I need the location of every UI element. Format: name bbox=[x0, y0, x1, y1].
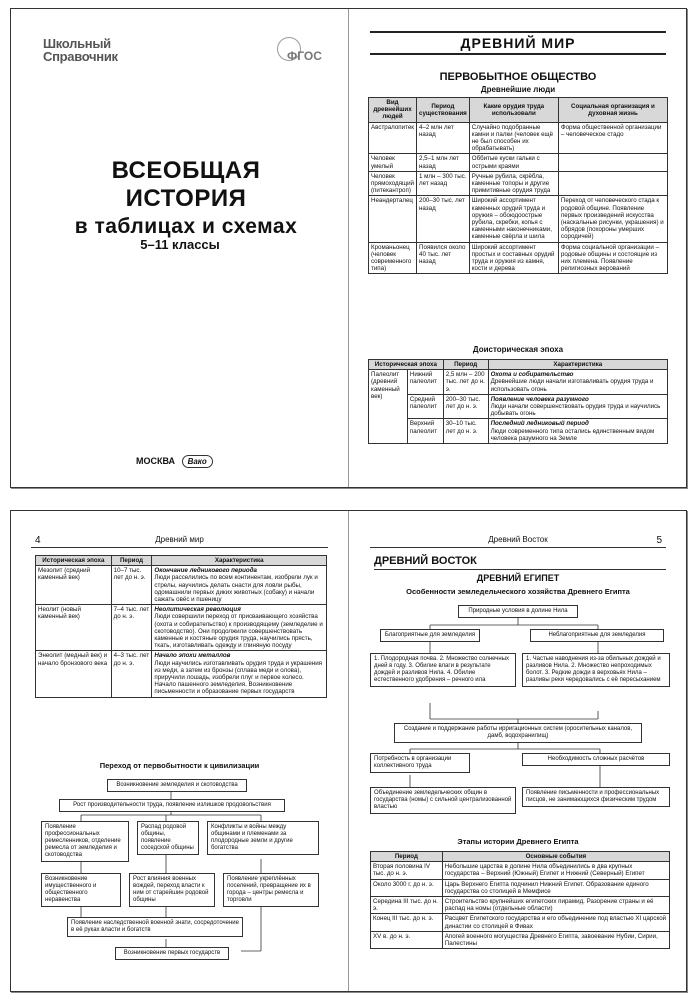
table-row bbox=[369, 419, 668, 444]
epoch-table bbox=[368, 359, 668, 444]
cell-title: Охота и собирательство bbox=[490, 371, 574, 379]
header-rule-2 bbox=[374, 569, 666, 570]
table-cell: Расцвет Египетского государства и его объединение под властью XI царской династии со столицей в Фивах bbox=[442, 914, 669, 931]
epoch-table-cont bbox=[35, 555, 327, 698]
table-cell: 1 млн – 300 тыс. лет назад bbox=[417, 171, 470, 196]
table-cell: Строительство крупнейших египетских пирамид. Разорение страны и её распад на номы (отдельные области) bbox=[442, 897, 669, 914]
section-title: ДРЕВНИЙ ЕГИПЕТ bbox=[476, 573, 560, 583]
table-row bbox=[36, 566, 327, 605]
cell-text: Люди расселились по всем континентам, изобрели лук и стрелы, научились делать снасти для ловли рыбы, одомашнили первых диких животных (собаку) и начали сажать овёс и пшеницу bbox=[154, 574, 318, 604]
box-states: Возникновение первых государств bbox=[115, 947, 229, 960]
table-cell: Неолит (новый каменный век) bbox=[36, 605, 112, 651]
content-spread bbox=[10, 510, 687, 992]
table-cell bbox=[558, 171, 667, 196]
title-page bbox=[11, 9, 349, 487]
cell-text: Люди начали совершенствовать орудия труда и научились добывать огонь bbox=[490, 403, 661, 418]
table-cell: 10–7 тыс. лет до н. э. bbox=[111, 566, 152, 605]
fgos-label: ФГОС bbox=[287, 49, 322, 63]
table-cell: Человек умелый bbox=[369, 154, 417, 171]
cover-spread bbox=[10, 8, 687, 488]
title-line2: в таблицах и схемах bbox=[74, 215, 298, 238]
epoch-group-cell: Палеолит (древний каменный век) bbox=[369, 370, 408, 444]
table-row bbox=[369, 394, 668, 419]
table-cell: Ручные рубила, скрёбла, каменные топоры и другие примитивные орудия труда bbox=[469, 171, 558, 196]
page-number: 5 bbox=[656, 535, 662, 546]
table-row bbox=[371, 879, 670, 896]
running-head: Древний мир bbox=[155, 535, 204, 544]
table-cell: Форма общественной организации – человеческое стадо bbox=[558, 122, 667, 154]
table-row bbox=[36, 605, 327, 651]
page-number: 4 bbox=[35, 535, 41, 546]
table-row bbox=[36, 651, 327, 697]
table-cell: 2,5 млн – 200 тыс. лет до н. э. bbox=[443, 370, 488, 395]
publisher-logo: Вако bbox=[182, 455, 213, 468]
diagram-title: Переход от первобытности к цивилизации bbox=[99, 761, 260, 770]
col-header: Характеристика bbox=[152, 556, 327, 566]
table-cell: Середина III тыс. до н. э. bbox=[371, 897, 443, 914]
table-cell bbox=[152, 566, 327, 605]
cell-title: Неолитическая революция bbox=[154, 606, 241, 614]
table-row bbox=[369, 370, 668, 395]
box-calculations: Необходимость сложных расчётов bbox=[522, 753, 670, 766]
table-cell: Австралопитек bbox=[369, 122, 417, 154]
cell-title: Начало эпохи металлов bbox=[154, 652, 231, 660]
table-cell bbox=[152, 605, 327, 651]
table-cell: 4–3 тыс. лет до н. э. bbox=[111, 651, 152, 697]
table-cell: 200–30 тыс. лет назад bbox=[417, 196, 470, 242]
box-conflicts: Конфликты и войны между общинами и племенами за плодородные земли и другие богатства bbox=[207, 821, 319, 855]
box-collective-labor: Потребность в организации коллективного труда bbox=[370, 753, 470, 773]
header-rule bbox=[370, 547, 666, 548]
col-header: Какие орудия труда использовали bbox=[469, 98, 558, 123]
col-header: Социальная организация и духовная жизнь bbox=[558, 98, 667, 123]
cell-title: Последний ледниковый период bbox=[490, 420, 589, 428]
table-cell: Небольшие царства в долине Нила объединились в два крупных государства – Верхний (Южный) Египет и Нижний (Северный) Египет bbox=[442, 862, 669, 879]
col-header: Период bbox=[111, 556, 152, 566]
table-cell: Оббитые куски гальки с острыми краями bbox=[469, 154, 558, 171]
box-cities: Появление укреплённых поселений, превращение их в города – центры ремесла и торговли bbox=[223, 873, 319, 907]
publisher bbox=[136, 455, 213, 468]
box-chiefs: Рост влияния военных вождей, переход власти к ним от старейшин родовой общины bbox=[129, 873, 215, 907]
cell-title: Появление человека разумного bbox=[490, 395, 589, 403]
title-line1: ВСЕОБЩАЯ ИСТОРИЯ bbox=[111, 157, 261, 212]
col-header: Вид древнейших людей bbox=[369, 98, 417, 123]
table-cell: Мезолит (средний каменный век) bbox=[36, 566, 112, 605]
diagram-title: Особенности земледельческого хозяйства Древнего Египта bbox=[406, 587, 630, 596]
box-nobility: Появление наследственной военной знати, сосредоточение в её руках власти и богатств bbox=[67, 917, 243, 937]
table-cell: XV в. до н. э. bbox=[371, 931, 443, 948]
subsection-title: Древнейшие люди bbox=[480, 85, 556, 94]
table-cell: Появился около 40 тыс. лет назад bbox=[417, 242, 470, 274]
box-community: Распад родовой общины, появление соседской общины bbox=[137, 821, 199, 855]
cell-text: Люди современного типа остались единственным видом человека разумного на Земле bbox=[490, 427, 655, 442]
table-cell: 30–10 тыс. лет до н. э. bbox=[443, 419, 488, 444]
box-nomes: Объединение земледельческих общин в государства (номы) с сильной централизованной властью bbox=[370, 787, 516, 814]
table-row bbox=[369, 171, 668, 196]
table-cell: Апогей военного могущества Древнего Египта, завоевание Нубии, Сирии, Палестины bbox=[442, 931, 669, 948]
col-header: Период существования bbox=[417, 98, 470, 123]
stages-table bbox=[370, 851, 670, 949]
table-row bbox=[369, 242, 668, 274]
table-cell: Вторая половина IV тыс. до н. э. bbox=[371, 862, 443, 879]
table-cell: Нижний палеолит bbox=[407, 370, 443, 395]
page-4 bbox=[11, 511, 349, 991]
running-head: Древний Восток bbox=[488, 535, 548, 544]
box-favorable: Благоприятные для земледелия bbox=[380, 629, 480, 642]
table-cell: Широкий ассортимент каменных орудий труда и оружия – обоюдоострые рубила, скребки, копья с каменными наконечниками, каменные свёрла и шила bbox=[469, 196, 558, 242]
subsection-title-2: Доисторическая эпоха bbox=[472, 345, 564, 354]
page-header: ДРЕВНИЙ ВОСТОК bbox=[374, 555, 477, 567]
col-header: Историческая эпоха bbox=[36, 556, 112, 566]
box-scribes: Появление письменности и профессиональных писцов, не занимающихся физическим трудом bbox=[522, 787, 670, 807]
table-cell: Кроманьонец (человек современного типа) bbox=[369, 242, 417, 274]
table-cell: Переход от человеческого стада к родовой общине. Появление первых произведений искусства (наскальные рисунки, украшения) и обрядов (похороны умерших сородичей) bbox=[558, 196, 667, 242]
box-unfavorable: Неблагоприятные для земледелия bbox=[530, 629, 664, 642]
book-title bbox=[51, 157, 321, 241]
table-row bbox=[371, 931, 670, 948]
table-row bbox=[369, 196, 668, 242]
stages-title: Этапы истории Древнего Египта bbox=[457, 837, 579, 846]
box-irrigation: Создание и поддержание работы ирригационных систем (оросительных каналов, дамб, водохранилищ) bbox=[394, 723, 642, 743]
ancient-world-page bbox=[350, 9, 686, 487]
table-cell bbox=[488, 370, 667, 395]
table-cell: Около 3000 г. до н. э. bbox=[371, 879, 443, 896]
table-row bbox=[371, 897, 670, 914]
table-row bbox=[371, 914, 670, 931]
table-cell bbox=[558, 154, 667, 171]
table-cell: Царь Верхнего Египта подчинил Нижний Египет. Образование единого государства со столицей в Мемфисе bbox=[442, 879, 669, 896]
brand-line2: Справочник bbox=[43, 49, 118, 64]
box-inequality: Возникновение имущественного и общественного неравенства bbox=[41, 873, 121, 907]
people-table bbox=[368, 97, 668, 274]
col-header: Период bbox=[371, 852, 443, 862]
table-cell: 7–4 тыс. лет до н. э. bbox=[111, 605, 152, 651]
table-cell bbox=[488, 394, 667, 419]
table-cell bbox=[152, 651, 327, 697]
table-cell: Конец III тыс. до н. э. bbox=[371, 914, 443, 931]
table-cell: Широкий ассортимент простых и составных орудий труда и оружия из камня, кости и дерева bbox=[469, 242, 558, 274]
table-cell: Форма социальной организации – родовые общины и состоящие из них племена. Появление религиозных верований bbox=[558, 242, 667, 274]
box-craftsmen: Появление профессиональных ремесленников, отделение ремесла от земледелия и скотоводства bbox=[41, 821, 129, 862]
page-header: ДРЕВНИЙ МИР bbox=[370, 31, 666, 55]
col-header: Период bbox=[443, 360, 488, 370]
box-favorable-list: 1. Плодородная почва. 2. Множество солнечных дней в году. 3. Обилие влаги в результате дождей и разливов Нила. 4. Обилие естественного удобрения – речного ила bbox=[370, 653, 516, 687]
section-title: ПЕРВОБЫТНОЕ ОБЩЕСТВО bbox=[439, 71, 597, 83]
box-natural-conditions: Природные условия в долине Нила bbox=[458, 605, 578, 618]
col-header: Характеристика bbox=[488, 360, 667, 370]
table-row bbox=[369, 154, 668, 171]
series-logo bbox=[43, 37, 118, 63]
cell-text: Люди совершили переход от присваивающего хозяйства (охота и собирательство) к производящему (земледелие и скотоводство). Они продолжили совершенствовать каменные и костяные орудия труда, научились прясть, ткать, изготавливать одежду и глиняную посуду bbox=[154, 613, 323, 650]
brand-line1: Школьный bbox=[43, 36, 111, 51]
city: МОСКВА bbox=[136, 456, 176, 466]
box-unfavorable-list: 1. Частые наводнения из-за обильных дождей и разливов Нила. 2. Множество непроходимых болот. 3. Редкие дожди в верховьях Нила – разливы реки чередовались с её пересыханием bbox=[522, 653, 670, 687]
table-cell: Средний палеолит bbox=[407, 394, 443, 419]
table-cell bbox=[488, 419, 667, 444]
fgos-logo bbox=[277, 37, 322, 63]
box-agriculture: Возникновение земледелия и скотоводства bbox=[107, 779, 247, 792]
header-rule bbox=[31, 547, 328, 548]
grades-label: 5–11 классы bbox=[140, 237, 220, 252]
col-header: Основные события bbox=[442, 852, 669, 862]
table-cell: Неандерталец bbox=[369, 196, 417, 242]
box-productivity: Рост производительности труда, появление излишков продовольствия bbox=[59, 799, 285, 812]
col-header: Историческая эпоха bbox=[369, 360, 444, 370]
table-cell: Случайно подобранные камни и палки (человек ещё не был способен их обрабатывать) bbox=[469, 122, 558, 154]
table-cell: Верхний палеолит bbox=[407, 419, 443, 444]
cell-text: Древнейшие люди начали изготавливать орудия труда и использовать огонь bbox=[490, 378, 654, 393]
table-cell: Энеолит (медный век) и начало бронзового века bbox=[36, 651, 112, 697]
page-5 bbox=[350, 511, 686, 991]
table-cell: Человек прямоходящий (питекантроп) bbox=[369, 171, 417, 196]
table-cell: 4–2 млн лет назад bbox=[417, 122, 470, 154]
cell-text: Люди научились изготавливать орудия труда и украшения из меди, а затем из бронзы (сплава меди и олова), приручили лошадь, изобрели плуг и первое колесо. Начало пашенного земледелия. Возникновение письменности и образование первых государств bbox=[154, 659, 323, 696]
table-row bbox=[369, 122, 668, 154]
table-cell: 200–30 тыс. лет до н. э. bbox=[443, 394, 488, 419]
cell-title: Окончание ледникового периода bbox=[154, 567, 257, 575]
table-row bbox=[371, 862, 670, 879]
table-cell: 2,5–1 млн лет назад bbox=[417, 154, 470, 171]
